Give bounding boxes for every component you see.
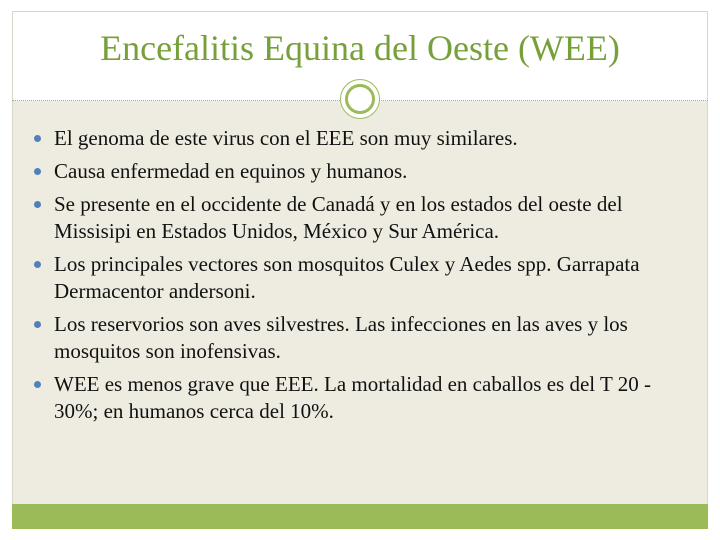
bullet-item [34, 125, 694, 152]
bullet-text: Los reservorios son aves silvestres. Las infecciones en las aves y los mosquitos son inofensivas. [54, 312, 628, 363]
bullet-text: El genoma de este virus con el EEE son muy similares. [54, 126, 518, 150]
bullet-dot-icon [34, 381, 41, 388]
bullet-text: Causa enfermedad en equinos y humanos. [54, 159, 408, 183]
bullet-dot-icon [34, 201, 41, 208]
footer-bar [12, 504, 708, 529]
bullet-dot-icon [34, 168, 41, 175]
bullet-list [34, 125, 694, 431]
bullet-text: Se presente en el occidente de Canadá y en los estados del oeste del Missisipi en Estados Unidos, México y Sur América. [54, 192, 623, 243]
bullet-dot-icon [34, 321, 41, 328]
bullet-dot-icon [34, 135, 41, 142]
bullet-dot-icon [34, 261, 41, 268]
bullet-text: WEE es menos grave que EEE. La mortalidad en caballos es del T 20 - 30%; en humanos cerca del 10%. [54, 372, 651, 423]
circle-ornament-inner [345, 84, 375, 114]
bullet-item [34, 191, 694, 245]
bullet-item [34, 371, 694, 425]
bullet-item [34, 158, 694, 185]
bullet-item [34, 311, 694, 365]
slide-title: Encefalitis Equina del Oeste (WEE) [100, 28, 620, 68]
circle-ornament-icon [340, 79, 380, 119]
bullet-text: Los principales vectores son mosquitos Culex y Aedes spp. Garrapata Dermacentor andersoni. [54, 252, 640, 303]
bullet-item [34, 251, 694, 305]
